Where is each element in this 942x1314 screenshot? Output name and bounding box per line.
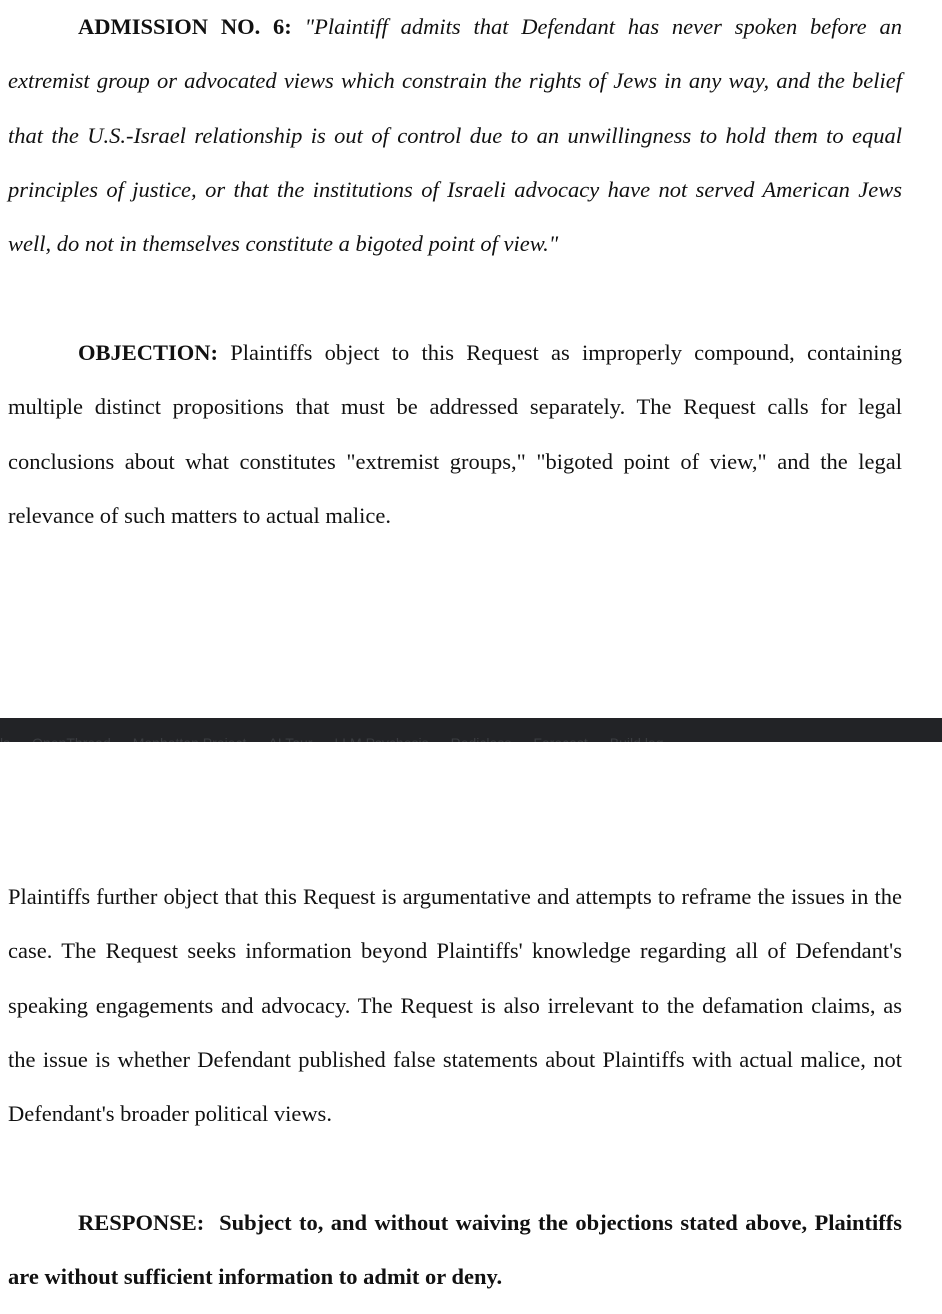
objection-paragraph: [8, 326, 902, 543]
admission-paragraph: [8, 0, 902, 271]
response-text: Subject to, and without waiving the objections stated above, Plaintiffs are without sufficient information to admit or deny.: [8, 1210, 902, 1290]
objection-text-part1: Plaintiffs object to this Request as improperly compound, containing multiple distinct propositions that must be addressed separately. The Request calls for legal conclusions about what constitutes "extremist groups," "bigoted point of view," and the legal relevance of such matters to actual malice.: [8, 340, 902, 528]
admission-label: ADMISSION NO. 6:: [78, 14, 292, 39]
browser-bookmarks-strip: [0, 718, 942, 742]
objection-continuation-paragraph: [8, 870, 902, 1141]
response-paragraph: [8, 1196, 902, 1305]
document-page-bottom: [0, 742, 942, 1314]
response-label: RESPONSE:: [78, 1210, 205, 1235]
objection-label: OBJECTION:: [78, 340, 219, 365]
objection-text-part2: Plaintiffs further object that this Request is argumentative and attempts to reframe the issues in the case. The Request seeks information beyond Plaintiffs' knowledge regarding all of Defendant's speaking engagements and advocacy. The Request is also irrelevant to the defamation claims, as the issue is whether Defendant published false statements about Plaintiffs with actual malice, not Defendant's broader political views.: [8, 884, 902, 1127]
admission-quote: "Plaintiff admits that Defendant has never spoken before an extremist group or advocated views which constrain the rights of Jews in any way, and the belief that the U.S.-Israel relationship is out of control due to an unwillingness to hold them to equal principles of justice, or that the institutions of Israeli advocacy have not served American Jews well, do not in themselves constitute a bigoted point of view.": [8, 14, 902, 257]
